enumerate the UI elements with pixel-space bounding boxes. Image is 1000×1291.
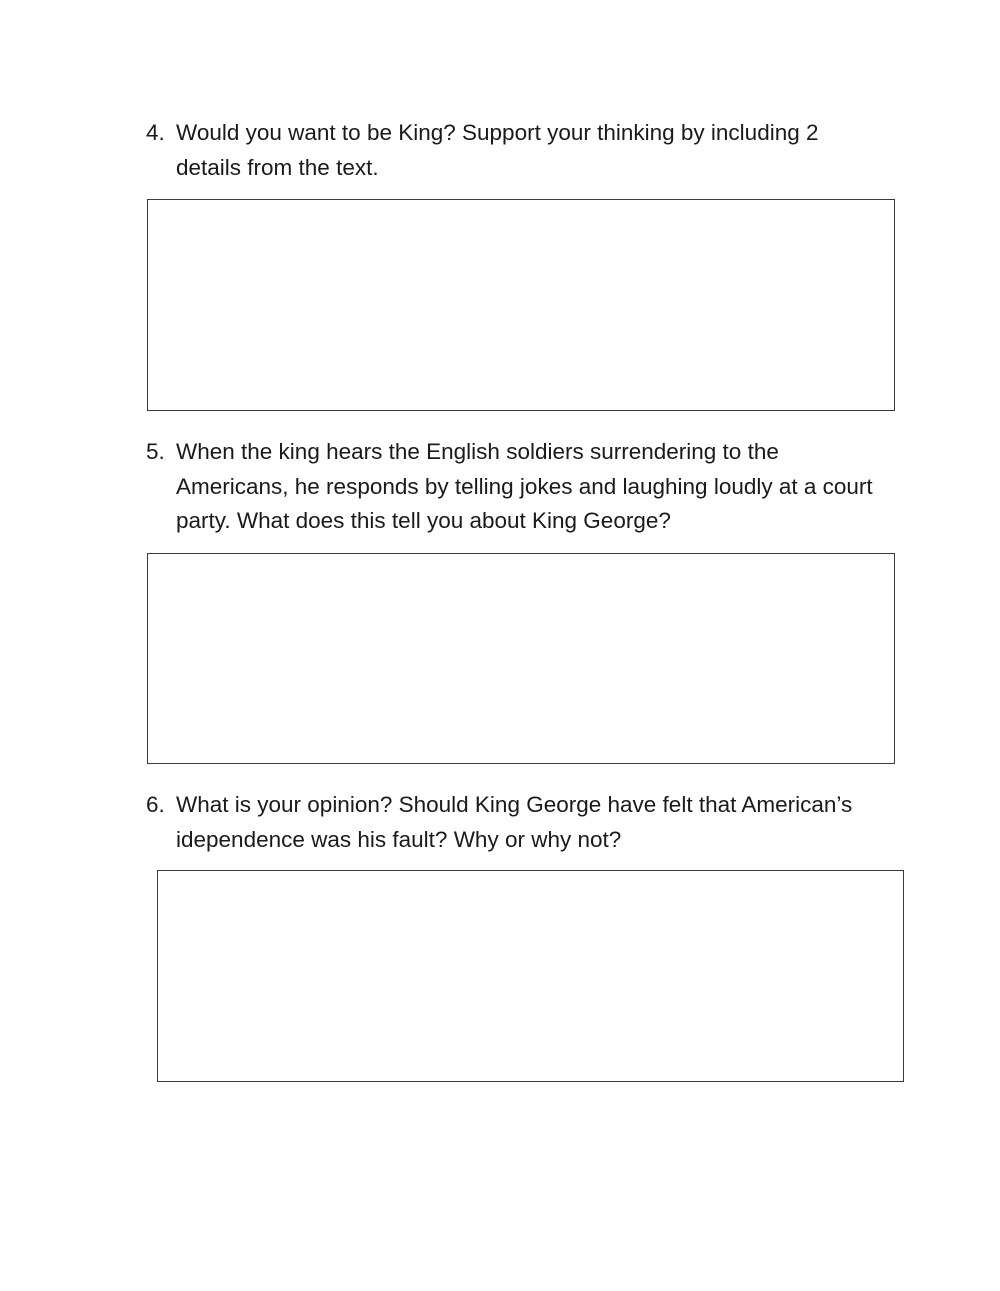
question-text: When the king hears the English soldiers surrendering to the Americans, he responds by telling jokes and laughing loudly at a court party. What does this tell you about King George? [176, 439, 873, 533]
answer-box-5[interactable] [147, 553, 895, 764]
answer-box-6[interactable] [157, 870, 904, 1082]
question-text: Would you want to be King? Support your thinking by including 2 details from the text. [176, 120, 819, 180]
answer-box-4[interactable] [147, 199, 895, 411]
question-number: 4. [146, 120, 165, 145]
question-number: 5. [146, 439, 165, 464]
question-text: What is your opinion? Should King George have felt that American’s idependence was his fault? Why or why not? [176, 792, 853, 852]
question-4 [146, 116, 886, 185]
question-6 [146, 788, 886, 857]
question-number: 6. [146, 792, 165, 817]
question-5 [146, 435, 886, 539]
